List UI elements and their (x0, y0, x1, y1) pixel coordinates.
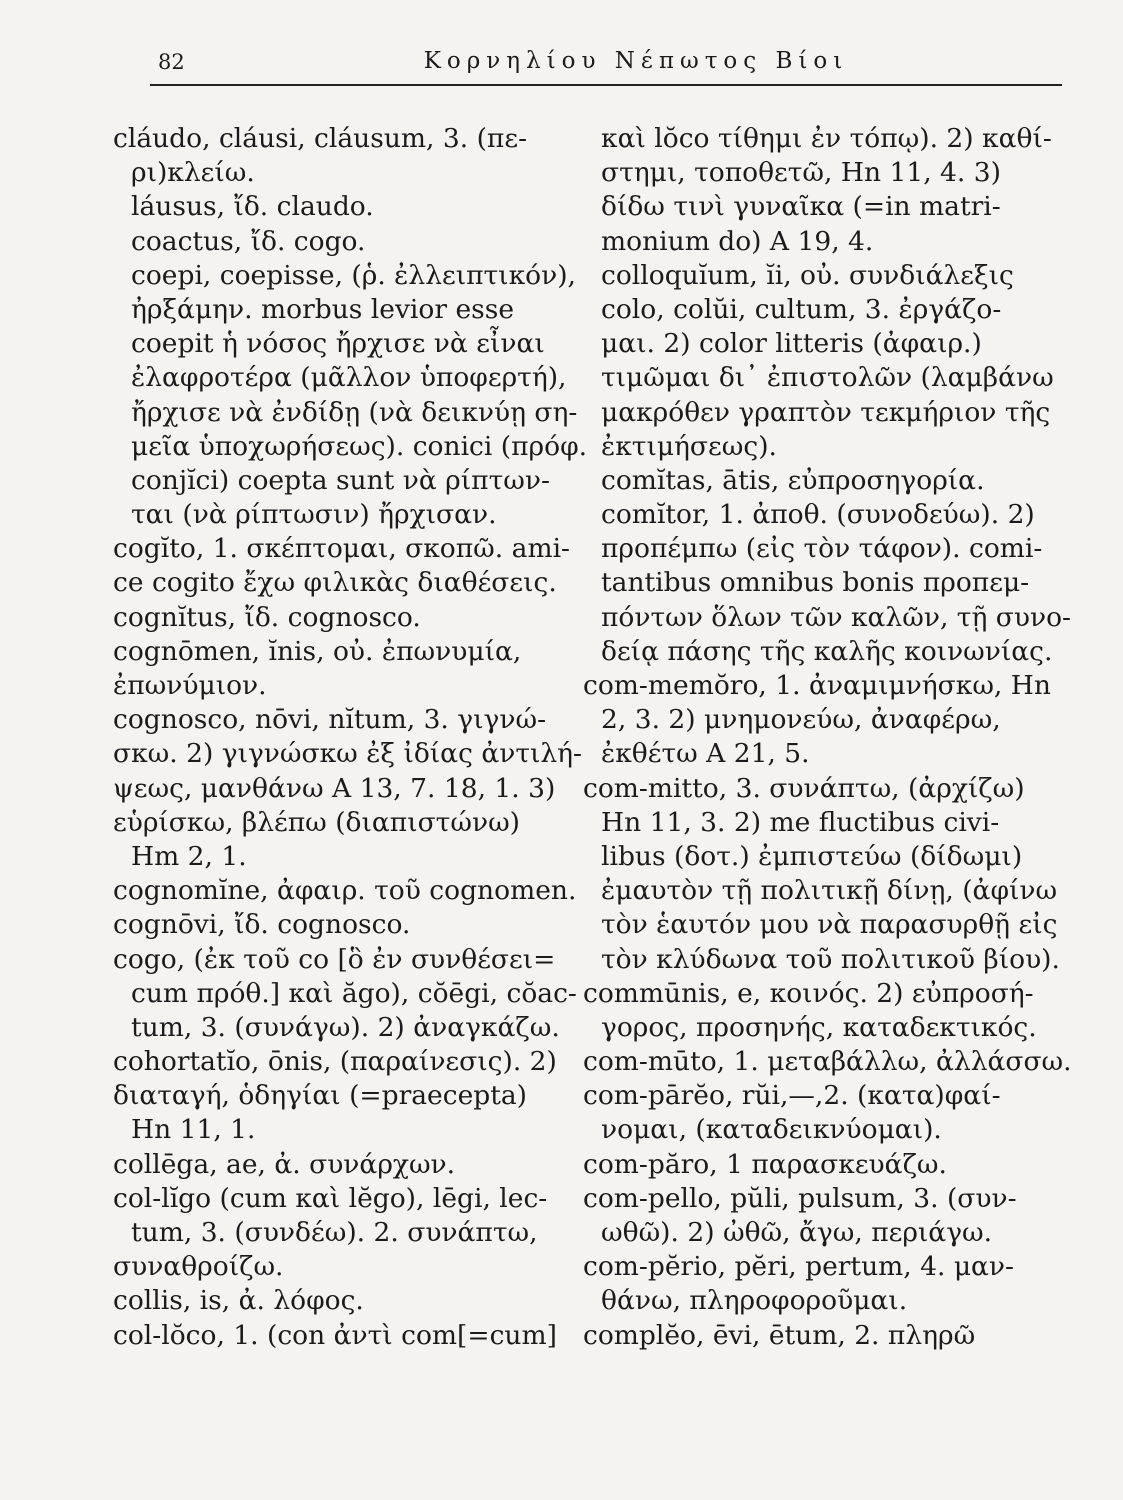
page-number: 82 (158, 50, 185, 74)
entry-line: coepit ἡ νόσος ἤρχισε νὰ εἶναι (131, 328, 545, 360)
entry-line: Hn 11, 3. 2) me fluctibus civi- (601, 806, 1000, 838)
entry-line: cognōmen, ĭnis, οὐ. ἐπωνυμία, (113, 635, 522, 667)
entry-line: ce cogito ἔχω φιλικὰς διαθέσεις. (113, 567, 557, 599)
entry-line: συναθροίζω. (113, 1251, 284, 1283)
entry-line: μεῖα ὑποχωρήσεως). conici (πρόφ. (131, 430, 588, 462)
entry-line: libus (δοτ.) ἐμπιστεύω (δίδωμι) (601, 840, 1023, 872)
entry-line: collis, is, ἀ. λόφος. (113, 1285, 364, 1317)
entry-line: com-pello, pŭli, pulsum, 3. (συν- (583, 1182, 1017, 1214)
entry-line: 2, 3. 2) μνημονεύω, ἀναφέρω, (601, 704, 1001, 736)
entry-line: cognĭtus, ἴδ. cognosco. (113, 601, 421, 633)
entry-line: comĭtor, 1. ἀποθ. (συνοδεύω). 2) (601, 499, 1035, 531)
entry-line: commūnis, e, κοινός. 2) εὐπροσή- (583, 977, 1034, 1009)
entry-line: τιμῶμαι δι᾿ ἐπιστολῶν (λαμβάνω (601, 362, 1054, 394)
entry-line: ἠρξάμην. morbus levior esse (131, 293, 515, 325)
right-column (583, 122, 1073, 1353)
running-title: Κορνηλίου Νέπωτος Βίοι (423, 48, 849, 74)
page-header (150, 44, 1062, 86)
entry-line: col-lĭgo (cum καὶ lĕgo), lēgi, lec- (113, 1182, 548, 1214)
entry-line: ψεως, μανθάνω A 13, 7. 18, 1. 3) (113, 772, 556, 804)
entry-line: tum, 3. (συνάγω). 2) ἀναγκάζω. (131, 1011, 560, 1043)
entry-line: cognōvi, ἴδ. cognosco. (113, 909, 411, 941)
entry-line: monium do) A 19, 4. (601, 225, 874, 257)
entry-line: com-mūto, 1. μεταβάλλω, ἀλλάσσω. (583, 1046, 1072, 1078)
entry-line: ωθῶ). 2) ὠθῶ, ἄγω, περιάγω. (601, 1217, 993, 1248)
entry-line: cogo, (ἐκ τοῦ co [ὃ ἐν συνθέσει= (113, 943, 556, 975)
entry-line: προπέμπω (εἰς τὸν τάφον). comi- (601, 533, 1043, 565)
entry-line: cognomĭne, ἀφαιρ. τοῦ cognomen. (113, 875, 577, 907)
entry-line: complĕo, ēvi, ētum, 2. πληρῶ (583, 1319, 976, 1351)
entry-line: σκω. 2) γιγνώσκω ἐξ ἰδίας ἀντιλή- (113, 738, 583, 770)
entry-line: μακρόθεν γραπτὸν τεκμήριον τῆς (601, 396, 1051, 428)
entry-line: colo, colŭi, cultum, 3. ἐργάζο- (601, 293, 1002, 325)
entry-line: ται (νὰ ρίπτωσιν) ἤρχισαν. (131, 499, 497, 531)
entry-line: coactus, ἴδ. cogo. (131, 225, 366, 257)
entry-line: com-mitto, 3. συνάπτω, (ἀρχίζω) (583, 772, 1025, 804)
entry-line: coepi, coepisse, (ῥ. ἐλλειπτικόν), (131, 259, 576, 291)
entry-line: δίδω τινὶ γυναῖκα (=in matri- (601, 191, 1001, 223)
entry-line: Hn 11, 1. (131, 1114, 256, 1146)
entry-line: τὸν κλύδωνα τοῦ πολιτικοῦ βίου). (601, 943, 1060, 975)
entry-line: com-memŏro, 1. ἀναμιμνήσκω, Hn (583, 670, 1051, 701)
entry-line: θάνω, πληροφοροῦμαι. (601, 1285, 908, 1317)
entry-line: com-pārĕo, rŭi,—,2. (κατα)φαί- (583, 1080, 1001, 1112)
entry-line: τὸν ἑαυτόν μου νὰ παρασυρθῇ εἰς (601, 909, 1058, 941)
entry-line: ἐπωνύμιον. (113, 670, 267, 701)
entry-line: com-păro, 1 παρασκευάζω. (583, 1148, 947, 1180)
entry-line: καὶ lŏco τίθημι ἐν τόπῳ). 2) καθί- (601, 123, 1052, 154)
entry-line: ἤρχισε νὰ ἐνδίδῃ (νὰ δεικνύῃ ση- (131, 396, 578, 428)
entry-line: στημι, τοποθετῶ, Hn 11, 4. 3) (601, 157, 1001, 189)
left-column (113, 122, 588, 1353)
entry-line: collēga, ae, ἀ. συνάρχων. (113, 1148, 456, 1180)
entry-line: tantibus omnibus bonis προπεμ- (601, 567, 1030, 599)
entry-line: láusus, ἴδ. claudo. (131, 191, 374, 223)
entry-line: col-lŏco, 1. (con ἀντὶ com[=cum] (113, 1319, 557, 1351)
entry-line: cognosco, nōvi, nĭtum, 3. γιγνώ- (113, 704, 547, 736)
entry-line: ἐκθέτω A 21, 5. (601, 738, 810, 770)
entry-line: ἐμαυτὸν τῇ πολιτικῇ δίνῃ, (ἀφίνω (601, 875, 1058, 907)
entry-line: ἐκτιμήσεως). (601, 430, 777, 462)
entry-line: cogĭto, 1. σκέπτομαι, σκοπῶ. ami- (113, 533, 570, 565)
entry-line: cohortatĭo, ōnis, (παραίνεσις). 2) (113, 1046, 557, 1078)
entry-line: tum, 3. (συνδέω). 2. συνάπτω, (131, 1217, 538, 1248)
entry-line: ρι)κλείω. (131, 157, 255, 189)
entry-line: δείᾳ πάσης τῆς καλῆς κοινωνίας. (601, 635, 1053, 667)
entry-line: cum πρόθ.] καὶ ăgo), cŏēgi, cŏac- (131, 977, 577, 1009)
entry-line: conjĭci) coepta sunt νὰ ρίπτων- (131, 464, 550, 496)
entry-line: cláudo, cláusi, cláusum, 3. (πε- (113, 123, 528, 154)
entry-line: Hm 2, 1. (131, 840, 247, 872)
entry-line: ἐλαφροτέρα (μᾶλλον ὑποφερτή), (131, 362, 567, 394)
entry-line: νομαι, (καταδεικνύομαι). (601, 1114, 942, 1146)
entry-line: εὑρίσκω, βλέπω (διαπιστώνω) (113, 806, 521, 838)
entry-line: colloquĭum, ĭi, οὐ. συνδιάλεξις (601, 259, 1014, 291)
entry-line: com-pĕrio, pĕri, pertum, 4. μαν- (583, 1251, 1015, 1283)
entry-line: πόντων ὅλων τῶν καλῶν, τῇ συνο- (601, 601, 1071, 633)
entry-line: comĭtas, ātis, εὐπροσηγορία. (601, 464, 985, 496)
entry-line: μαι. 2) color litteris (ἀφαιρ.) (601, 328, 982, 360)
entry-line: διαταγή, ὁδηγίαι (=praecepta) (113, 1080, 528, 1112)
entry-line: γορος, προσηνής, καταδεκτικός. (601, 1011, 1037, 1043)
